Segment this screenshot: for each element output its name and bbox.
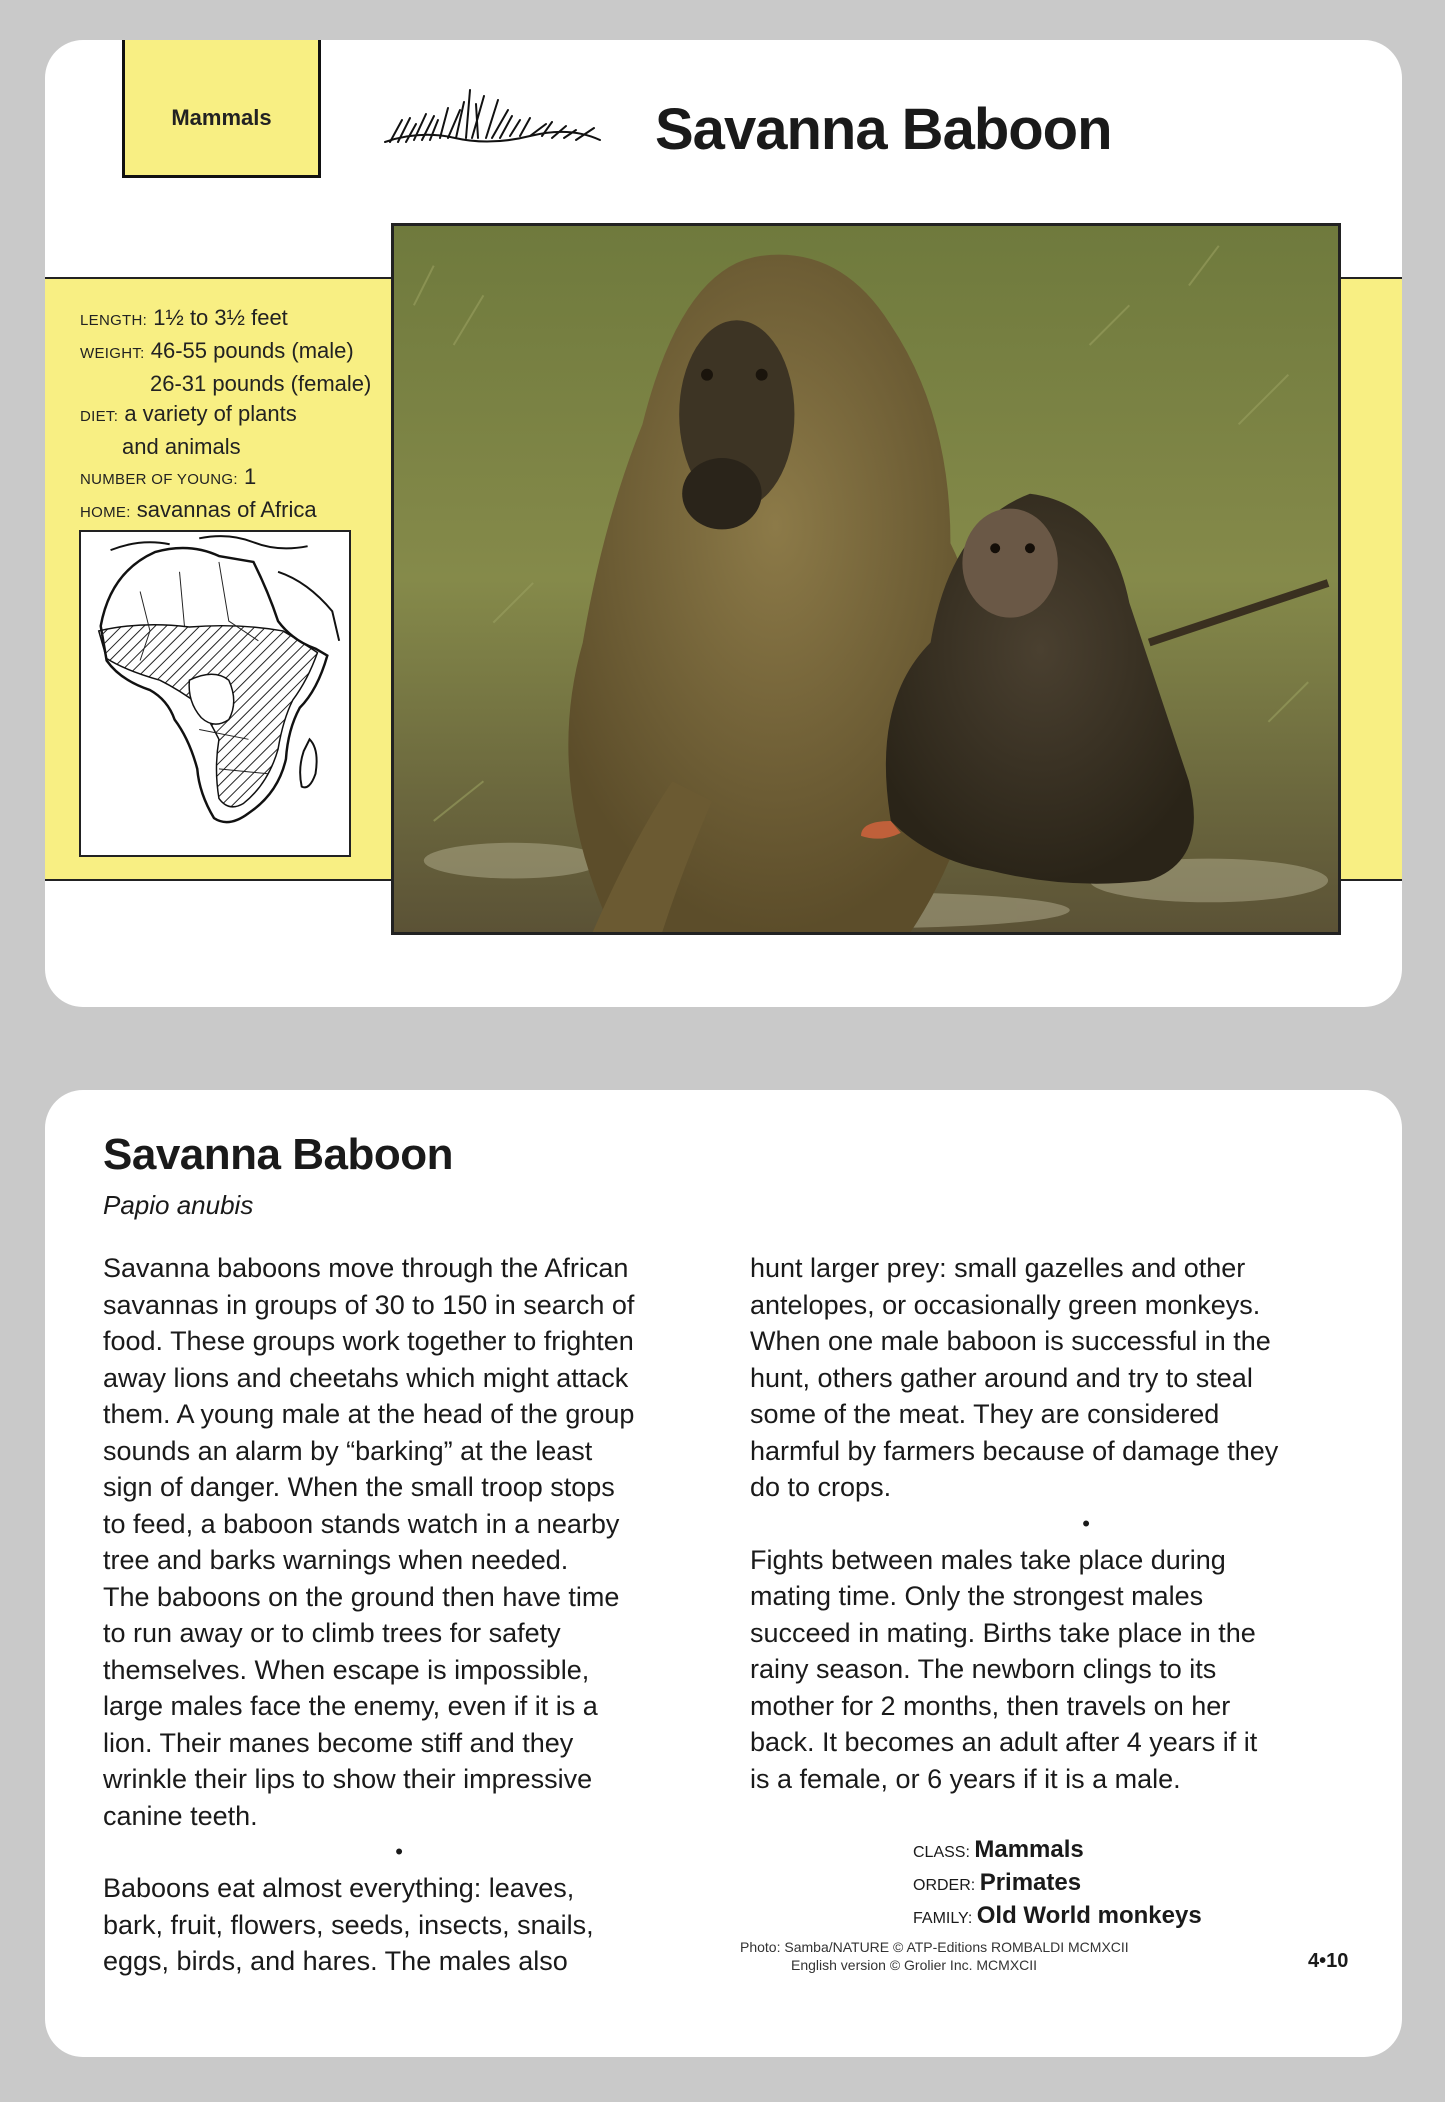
back-title: Savanna Baboon — [103, 1130, 453, 1179]
text-line: away lions and cheetahs which might attack — [103, 1362, 629, 1393]
text-line: succeed in mating. Births take place in the — [750, 1617, 1256, 1648]
text-line: hunt larger prey: small gazelles and other — [750, 1253, 1246, 1283]
home-label: HOME: — [80, 504, 131, 521]
taxonomy-block — [913, 1835, 1202, 1934]
credits-line2: English version © Grolier Inc. MCMXCII — [791, 1957, 1038, 1973]
taxonomy-class — [913, 1835, 1202, 1868]
text-line: rainy season. The newborn clings to its — [750, 1654, 1217, 1684]
fact-young — [80, 462, 410, 495]
class-label: CLASS: — [913, 1844, 970, 1861]
text-line: lion. Their manes become stiff and they — [103, 1727, 574, 1758]
order-label: ORDER: — [913, 1877, 976, 1894]
young-label: NUMBER OF YOUNG: — [80, 471, 238, 488]
text-line: canine teeth. — [103, 1800, 258, 1831]
scientific-name: Papio anubis — [103, 1190, 254, 1220]
text-column-right — [750, 1250, 1370, 1797]
text-line: do to crops. — [750, 1472, 892, 1502]
taxonomy-order — [913, 1868, 1202, 1901]
fact-home — [80, 495, 410, 528]
africa-map-icon — [81, 532, 349, 855]
card-number: 4•10 — [1308, 1950, 1349, 1972]
text-line: food. These groups work together to frighten — [103, 1326, 634, 1356]
text-line: large males face the enemy, even if it is a — [103, 1691, 598, 1721]
diet-line2: and animals — [122, 434, 241, 459]
text-line: sign of danger. When the small troop stops — [103, 1472, 615, 1502]
front-title: Savanna Baboon — [655, 97, 1112, 162]
text-line: savannas in groups of 30 to 150 in search of — [103, 1289, 635, 1320]
text-line: some of the meat. They are considered — [750, 1399, 1220, 1429]
africa-map — [79, 530, 351, 857]
fact-diet — [80, 399, 410, 432]
text-line: bark, fruit, flowers, seeds, insects, snails, — [103, 1909, 594, 1940]
text-line: eggs, birds, and hares. The males also — [103, 1946, 568, 1976]
weight-label: WEIGHT: — [80, 345, 145, 362]
text-column-left — [103, 1250, 713, 1980]
text-line: Fights between males take place during — [750, 1544, 1226, 1575]
text-line: The baboons on the ground then have time — [103, 1581, 620, 1612]
paragraph-bullet: • — [395, 1839, 403, 1864]
length-label: LENGTH: — [80, 312, 148, 329]
diet-label: DIET: — [80, 408, 119, 425]
text-line: wrinkle their lips to show their impressive — [103, 1764, 593, 1794]
text-line: sounds an alarm by “barking” at the least — [103, 1435, 593, 1466]
family-label: FAMILY: — [913, 1910, 973, 1927]
home-value: savannas of Africa — [136, 497, 317, 522]
text-line: Savanna baboons move through the African — [103, 1253, 629, 1283]
text-line: mating time. Only the strongest males — [750, 1581, 1204, 1611]
text-line: is a female, or 6 years if it is a male. — [750, 1763, 1181, 1794]
young-value: 1 — [244, 464, 257, 489]
fact-length — [80, 303, 410, 336]
grass-icon — [380, 80, 605, 160]
family-value: Old World monkeys — [976, 1902, 1202, 1929]
text-line: back. It becomes an adult after 4 years if it — [750, 1727, 1258, 1757]
taxonomy-family — [913, 1901, 1202, 1934]
card-back — [45, 1090, 1402, 2057]
text-line: harmful by farmers because of damage they — [750, 1435, 1279, 1466]
text-line: to run away or to climb trees for safety — [103, 1618, 561, 1648]
text-line: themselves. When escape is impossible, — [103, 1654, 590, 1685]
class-value: Mammals — [974, 1836, 1084, 1863]
credits-line1: Photo: Samba/NATURE © ATP-Editions ROMBALDI MCMXCII — [740, 1939, 1129, 1955]
baboon-mother-and-infant-photo-icon — [394, 226, 1338, 932]
text-line: tree and barks warnings when needed. — [103, 1545, 569, 1575]
text-line: to feed, a baboon stands watch in a nearby — [103, 1508, 620, 1539]
paragraph-bullet: • — [1082, 1510, 1090, 1536]
text-line: mother for 2 months, then travels on her — [750, 1690, 1231, 1721]
weight-female: 26-31 pounds (female) — [150, 371, 372, 396]
diet-line1: a variety of plants — [124, 401, 297, 426]
text-line: antelopes, or occasionally green monkeys. — [750, 1289, 1261, 1320]
weight-male: 46-55 pounds (male) — [150, 338, 354, 363]
photo-credits — [740, 1938, 1129, 1974]
fact-weight — [80, 336, 410, 369]
text-line: hunt, others gather around and try to steal — [750, 1362, 1253, 1393]
length-value: 1½ to 3½ feet — [153, 305, 288, 330]
text-line: them. A young male at the head of the group — [103, 1399, 635, 1429]
category-box — [122, 40, 321, 178]
card-front — [45, 40, 1402, 1007]
text-line: Baboons eat almost everything: leaves, — [103, 1873, 575, 1903]
category-label: Mammals — [171, 104, 272, 130]
order-value: Primates — [979, 1869, 1082, 1896]
text-line: When one male baboon is successful in the — [750, 1326, 1271, 1356]
facts-list — [80, 303, 410, 528]
baboon-photo — [391, 223, 1341, 935]
